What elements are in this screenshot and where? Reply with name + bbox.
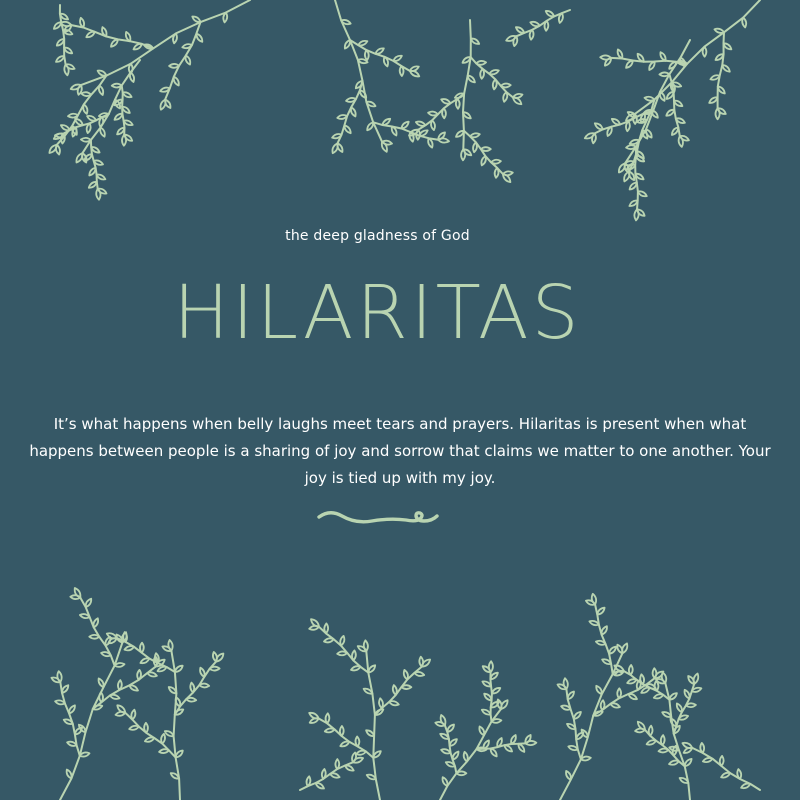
body-paragraph: It’s what happens when belly laughs meet tears and prayers. Hilaritas is present when what happens between people is a sharing of joy and sorrow that claims we matter to one another. Your joy is tied up with my joy. xyxy=(29,415,771,487)
headline-title: HILARITAS xyxy=(173,270,582,356)
swirl-divider-icon xyxy=(316,505,440,531)
tagline: the deep gladness of God xyxy=(285,228,470,244)
